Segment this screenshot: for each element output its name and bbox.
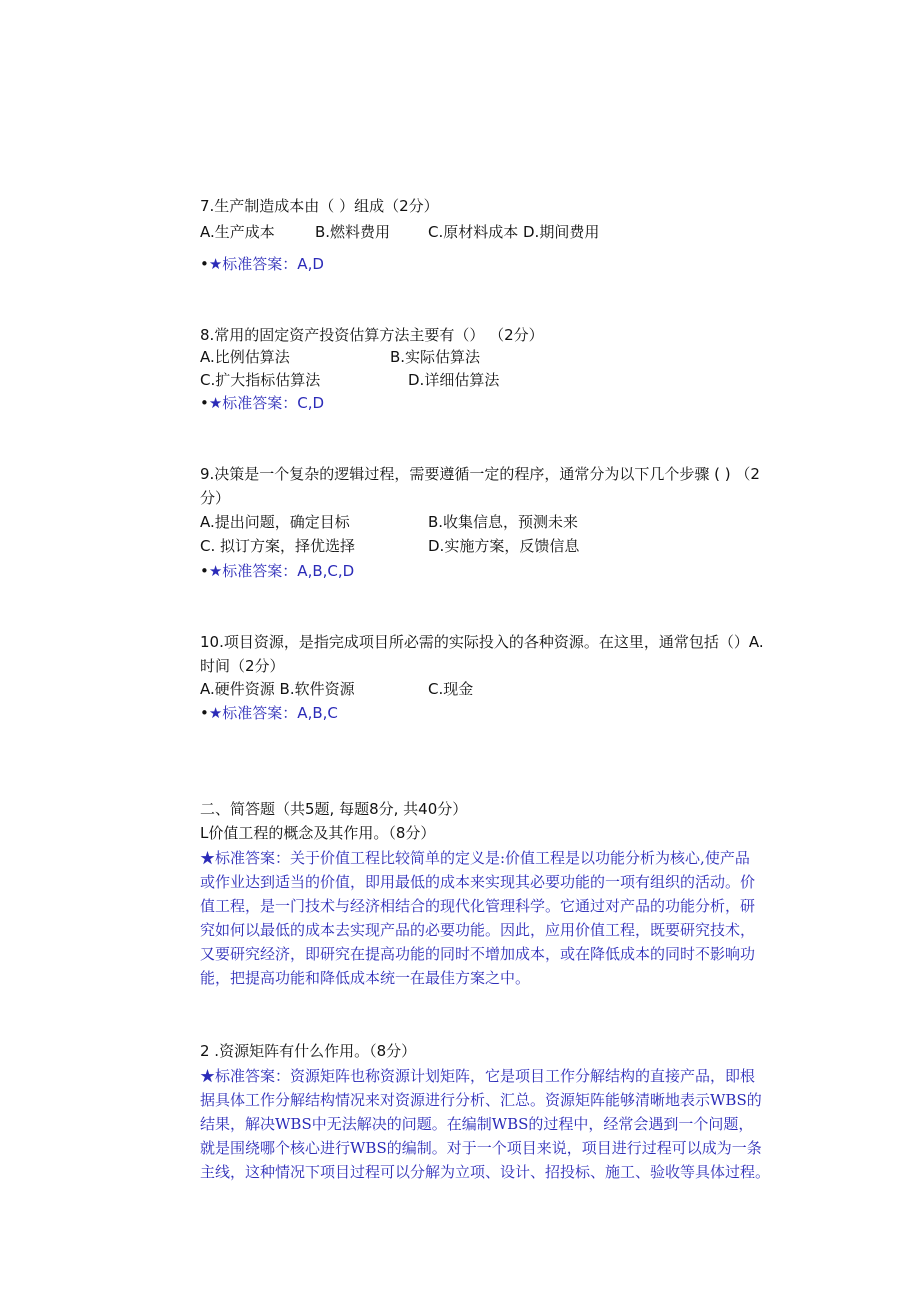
short-question-1-answer (200, 846, 842, 990)
q8-option-d: D.详细估算法 (408, 371, 500, 389)
question-10-title-line-2: 时间（2分） (200, 657, 285, 675)
q10-answer-text: ★标准答案：A,B,C (208, 704, 338, 722)
answer-line: 值工程，是一门技术与经济相结合的现代化管理科学。它通过对产品的功能分析，研 (200, 897, 756, 915)
short-question-2-answer (200, 1064, 842, 1184)
q9-answer (200, 560, 354, 582)
answer-line: 究如何以最低的成本去实现产品的必要功能。因此，应用价值工程，既要研究技术， (200, 921, 756, 939)
q8-answer (200, 392, 324, 414)
bullet-icon: • (200, 255, 209, 273)
q8-option-b: B.实际估算法 (390, 348, 481, 366)
q7-option-cd: C.原材料成本 D.期间费用 (428, 223, 600, 241)
bullet-icon: • (200, 704, 209, 722)
answer-line: 据具体工作分解结构情况来对资源进行分析、汇总。资源矩阵能够清晰地表示WBS的 (200, 1091, 762, 1109)
answer-line: 能，把提高功能和降低成本统一在最佳方案之中。 (200, 969, 531, 987)
q10-option-c: C.现金 (428, 680, 474, 698)
question-10-title-line-1: 10.项目资源，是指完成项目所必需的实际投入的各种资源。在这里，通常包括（）A. (200, 633, 764, 651)
q8-option-a: A.比例估算法 (200, 348, 290, 366)
q9-option-d: D.实施方案，反馈信息 (428, 537, 580, 555)
answer-line: ★标准答案：关于价值工程比较简单的定义是:价值工程是以功能分析为核心,使产品 (200, 849, 750, 867)
question-7-title: 7.生产制造成本由（ ）组成（2分） (200, 197, 439, 215)
q8-option-c: C.扩大指标估算法 (200, 371, 321, 389)
q9-option-a: A.提出问题，确定目标 (200, 513, 350, 531)
question-9-title-line-1: 9.决策是一个复杂的逻辑过程，需要遵循一定的程序，通常分为以下几个步骤 ( ) （2 (200, 465, 760, 483)
bullet-icon: • (200, 394, 209, 412)
answer-line: 或作业达到适当的价值，即用最低的成本来实现其必要功能的一项有组织的活动。价 (200, 873, 756, 891)
q10-option-ab: A.硬件资源 B.软件资源 (200, 680, 355, 698)
section-2-heading: 二、简答题（共5题, 每题8分, 共40分） (200, 800, 468, 818)
q9-option-b: B.收集信息，预测未来 (428, 513, 579, 531)
answer-line: 主线，这种情况下项目过程可以分解为立项、设计、招投标、施工、验收等具体过程。 (200, 1163, 771, 1181)
short-question-1-title: L价值工程的概念及其作用。（8分） (200, 824, 436, 842)
q9-answer-text: ★标准答案：A,B,C,D (208, 562, 355, 580)
answer-line: 就是围绕哪个核心进行WBS的编制。对于一个项目来说，项目进行过程可以成为一条 (200, 1139, 762, 1157)
q10-answer (200, 702, 338, 724)
answer-line: 又要研究经济，即研究在提高功能的同时不增加成本，或在降低成本的同时不影响功 (200, 945, 756, 963)
q7-option-b: B.燃料费用 (315, 223, 391, 241)
question-9-title-line-2: 分） (200, 489, 231, 507)
q8-answer-text: ★标准答案：C,D (208, 394, 325, 412)
q7-answer (200, 253, 324, 275)
q7-answer-text: ★标准答案：A,D (208, 255, 324, 273)
bullet-icon: • (200, 562, 209, 580)
answer-line: ★标准答案：资源矩阵也称资源计划矩阵，它是项目工作分解结构的直接产品，即根 (200, 1067, 756, 1085)
short-question-2-title: 2 .资源矩阵有什么作用。（8分） (200, 1042, 417, 1060)
q9-option-c: C. 拟订方案，择优选择 (200, 537, 356, 555)
question-8-title: 8.常用的固定资产投资估算方法主要有（） （2分） (200, 326, 544, 344)
q7-option-a: A.生产成本 (200, 223, 275, 241)
answer-line: 结果，解决WBS中无法解决的问题。在编制WBS的过程中，经常会遇到一个问题， (200, 1115, 754, 1133)
